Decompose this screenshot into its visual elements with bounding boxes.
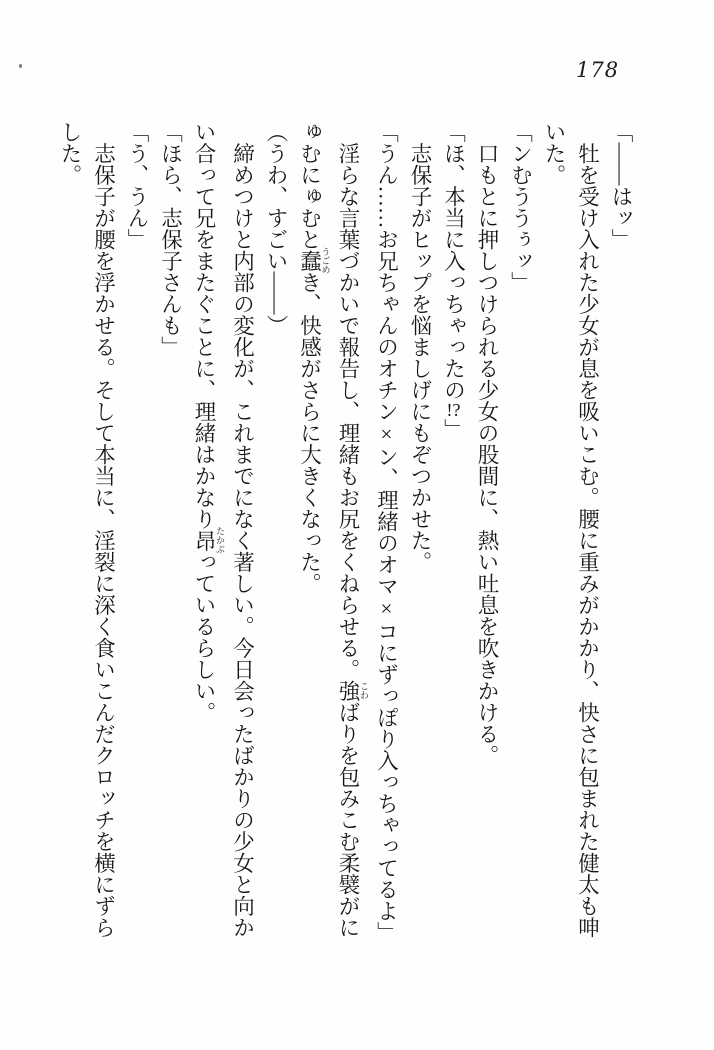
tatechuyoko-exclamation: !? <box>446 400 461 419</box>
text-column: 「――はッ」 <box>609 121 633 250</box>
text-column: した。 <box>58 121 82 186</box>
text-column: 「うん……お兄ちゃんのオチン×ン、理緒のオマ×コにずっぽり入っちゃってるよ」 <box>374 121 399 943</box>
scan-speck <box>19 64 22 68</box>
text-column: 志保子がヒップを悩ましげにもぞつかせた。 <box>408 121 432 573</box>
text-column: （うわ、すごい――） <box>264 121 288 336</box>
text-column: 「ほら、志保子さんも」 <box>158 121 183 358</box>
text-column: 志保子が腰を浮かせる。そして本当に、淫裂に深く食いこんだクロッチを横にずら <box>91 121 116 938</box>
page-number: 178 <box>576 58 620 82</box>
text-column: 締めつけと内部の変化が、これまでになく著しい。今日会ったばかりの少女と向か <box>230 121 255 938</box>
text-column: いた。 <box>542 121 566 186</box>
ruby-annotated-kanji: 昂 たかぶ <box>192 526 225 554</box>
text-column: 牡を受け入れた少女が息を吸いこむ。腰に重みがかかり、快さに包まれた健太も呻 <box>575 121 600 938</box>
text-column: 口もとに押しつけられる少女の股間に、熱い吐息を吹きかける。 <box>475 121 499 766</box>
ruby-annotated-kanji: 蠢 うごめ <box>297 247 331 275</box>
text-column: 淫らな言葉づかいで報告し、理緒もお尻をくねらせる。強 こわばりを包みこむ柔襞がに <box>336 121 369 938</box>
text-column: ゅむにゅむと蠢 うごめき、快感がさらに大きくなった。 <box>297 121 331 594</box>
text-column: 「う、うん」 <box>125 121 149 250</box>
text-column: い合って兄をまたぐことに、理緒はかなり昂 たかぶっているらしい。 <box>192 121 225 723</box>
text-area <box>53 121 638 941</box>
ruby-annotated-kanji: 強 こわ <box>336 680 369 702</box>
text-column: 「ンむううぅッ」 <box>508 121 533 293</box>
text-column: 「ほ、本当に入っちゃったの!?」 <box>441 121 466 440</box>
